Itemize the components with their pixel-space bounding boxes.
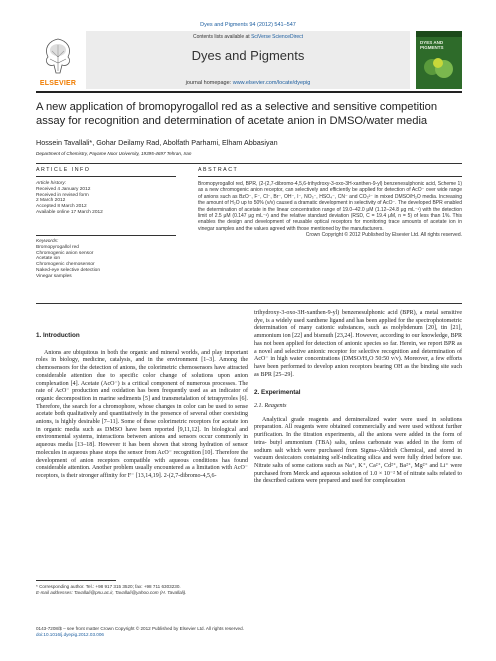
left-column [36, 332, 248, 481]
corresponding-author: * Corresponding author. Tel.: +98 917 315 3520; fax: +98 711 6303230. [36, 584, 181, 589]
divider [36, 235, 176, 236]
divider [36, 176, 176, 177]
keyword: Naked-eye selective detection [36, 267, 100, 273]
keywords: Keywords: Bromopyrogallol red Chromogenic anion sensor Acetate ion Chromogenic chemosensor Naked-eye selective detection Vinegar samples [36, 239, 176, 280]
keyword: Bromopyrogallol red [36, 244, 79, 250]
footnote-rule [36, 580, 116, 581]
journal-name: Dyes and Pigments [191, 48, 305, 63]
journal-homepage-link[interactable]: www.elsevier.com/locate/dyepig [232, 80, 311, 86]
paragraph: trihydroxy-3-oxo-3H-xanthen-9-yl) benzenesulphonic acid (BPR), a metal sensitive dye, is a widely used xanthene ligand and has been applied for the spectrophotometric determination of many cationic substances, such as molybdenum [20], tin [21], ammonium ion [22] and bismuth [23,24]. However, according to our knowledge, BPR has not been applied for detection of anionic species so far. Herein, we report BPR as a novel and selective anionic receptor for selective recognition and determination of AcO⁻ in high water concentrations (DMSO/H₂O 50:50 v/v). Moreover, a few efforts have been performed to develop anion receptors bearing OH as the binding site such as BPR [25–29]. [254, 310, 462, 378]
divider [36, 163, 462, 164]
journal-cover-thumbnail[interactable] [416, 31, 462, 89]
email-addresses[interactable]: E-mail addresses: Tavallali@pnu.ac.ir, Tavallali@yahoo.com (H. Tavallali). [36, 589, 187, 595]
divider [36, 303, 462, 304]
cover-title: DYES AND PIGMENTS [420, 40, 444, 50]
publisher-logo-text: ELSEVIER [39, 80, 77, 87]
footnote [36, 584, 246, 596]
author-list: Hossein Tavallali*, Gohar Deilamy Rad, Abolfath Parhami, Elham Abbasiyan [36, 138, 278, 147]
affiliation: Department of Chemistry, Payame Noor University, 19395-4697 Tehran, Iran [36, 151, 192, 156]
right-column [254, 310, 462, 486]
paragraph: Anions are ubiquitous in both the organic and mineral worlds, and play important roles in biology, medicine, catalysis, and in the environment [1–3]. Among the chemosensors for the detection of anions, the colorimetric chemosensors have attracted considerable attention due to specific color change of solutions upon anion complexation [4]. Acetate (AcO⁻) is a critical component of numerous processes. The rate of AcO⁻ production and oxidation has been frequently used as an indicator of organic decomposition in marine sediments [5] and transmetalation of tetrapyrroles [6]. Therefore, the search for a chromophore, whose changes in color can be used to sense acetate both qualitatively and quantitatively in the presence of several other coexisting anions, is highly desirable [7–11]. Some of these colorimetric receptors for acetate ion in organic media such as DMSO have been reported [9,11,12]. In biological and environmental systems, interactions between anions and sensors occur commonly in aqueous media [13–18]. However it has been shown that strong hydration of sensor molecules in aqueous phase stops the sensor from AcO⁻ recognition [10]. Therefore the development of anion receptors compatible with aqueous conditions has found considerable attention. Another problem usually encountered as a limitation with AcO⁻ receptors, is their stronger affinity for F⁻ [13,14,19]. 2-(2,7-dibromo-4,5,6- [36, 349, 248, 479]
elsevier-logo[interactable] [36, 31, 80, 89]
article-history: Article history: Received 4 January 2012 Received in revised form 2 March 2012 Accepted 8 March 2012 Available online 17 March 2012 [36, 181, 103, 215]
header-rule [36, 91, 462, 93]
journal-banner [86, 31, 410, 89]
doi-link[interactable]: doi:10.1016/j.dyepig.2012.03.006 [36, 631, 104, 637]
copyright-line: Crown Copyright © 2012 Published by Elsevier Ltd. All rights reserved. [305, 232, 462, 239]
section-heading: 2. Experimental [254, 389, 301, 397]
contents-line: Contents lists available at SciVerse ScienceDirect [192, 34, 304, 40]
tree-icon [40, 33, 76, 75]
paragraph: Analytical grade reagents and demineralized water were used in solutions preparation. All reagents were obtained commercially and were used without further purification. In the titration experiments, all the anions were added in the form of tetra- butyl ammonium (TBA) salts, unless carbonate was added in the form of sodium salt which were purchased from Sigma–Aldrich Chemical, and stored in vacuum desiccators containing self-indicating silica and were fully dried before use. Nitrate salts of some cations such as Na⁺, K⁺, Ca²⁺, Cd²⁺, Ba²⁺, Mg²⁺ and Li⁺ were purchased from Merck and aqueous solution of 1.0 × 10⁻² M of nitrate salts related to the described cations were prepared and used for complexation [254, 416, 462, 485]
keyword: Chromogenic anion sensor [36, 250, 94, 256]
subsection-heading: 2.1. Reagents [254, 403, 287, 410]
abstract-text: Bromopyrogallol red, BPR, (2-(2,7-dibromo-4,5,6-trihydroxy-3-oxo-3H-xanthen-9-yl) benzenesulphonic acid, Scheme 1) as a new chromogenic anion receptor, can selectively and efficiently be applied for detection of AcO⁻ over wide range of anions such as BzO⁻, F⁻, Cl⁻, Br⁻, OH⁻, I⁻, NO₃⁻, HSO₄⁻, CN⁻ and CO₃²⁻ in mixed DMSO/H₂O media. Increasing the amount of H₂O up to 50% (v/v) caused a dramatic development in selectivity of AcO⁻. The developed BPR enabled the determination of acetate in the linear concentration range of 19.0–42.0 μM (1.12–24.8 μg mL⁻¹) with the detection limit of 2.5 μM (0.147 μg mL⁻¹) and the relative standard deviation (RSD, C = 19.4 μM, n = 5) of less than 1%. This enables the design and development of reusable optical receptors for monitoring trace amounts of acetate ion in vinegar samples and the values agreed with those mentioned by the manufacturers. [198, 181, 462, 232]
journal-reference[interactable]: Dyes and Pigments 94 (2012) 541–547 [200, 22, 296, 28]
section-heading: 1. Introduction [36, 332, 80, 339]
sciencedirect-link[interactable]: SciVerse ScienceDirect [251, 34, 304, 40]
abstract-heading: ABSTRACT [198, 167, 239, 173]
cover-art-icon [422, 55, 456, 81]
abstract-body [198, 181, 462, 239]
journal-header [36, 31, 462, 89]
issn-line: 0143-7208/$ – see front matter Crown Copyright © 2012 Published by Elsevier Ltd. All rights reserved. [36, 626, 244, 631]
keyword: Acetate ion [36, 256, 61, 262]
homepage-line: journal homepage: www.elsevier.com/locate/dyepig [185, 80, 311, 86]
keyword: Vinegar samples [36, 273, 72, 279]
keyword: Chromogenic chemosensor [36, 262, 95, 268]
divider [198, 176, 462, 177]
bottom-info [36, 626, 244, 638]
article-title: A new application of bromopyrogallol red as a selective and sensitive competition assay for recognition and determination of acetate anion in DMSO/water media [36, 101, 438, 127]
article-info-heading: ARTICLE INFO [36, 167, 91, 173]
